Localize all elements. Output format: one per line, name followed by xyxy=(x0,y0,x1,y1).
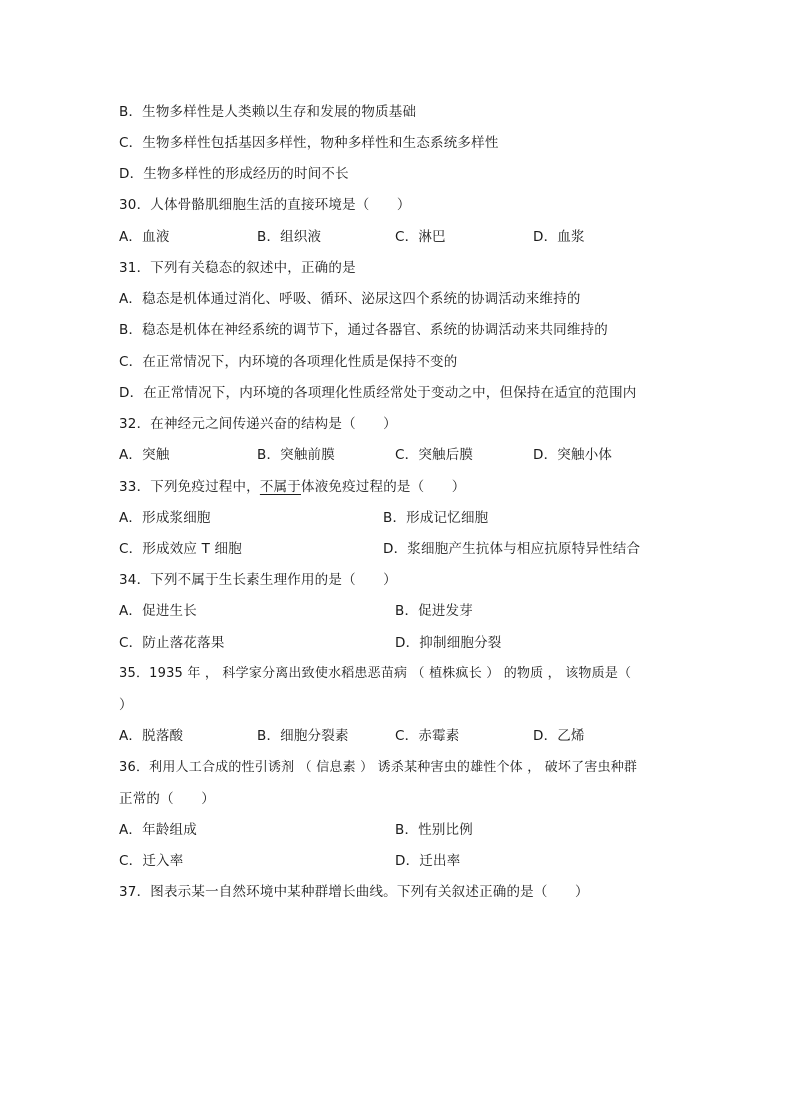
q32-option-c: C．突触后膜 xyxy=(395,447,474,463)
q30-option-c: C．淋巴 xyxy=(395,229,446,245)
q31-option-d: D．在正常情况下，内环境的各项理化性质经常处于变动之中，但保持在适宜的范围内 xyxy=(119,385,637,401)
question-35-cont: ） xyxy=(119,697,133,713)
q33-option-a: A．形成浆细胞 xyxy=(119,510,211,526)
question-30: 30．人体骨骼肌细胞生活的直接环境是（ ） xyxy=(119,197,411,213)
q31-option-c: C．在正常情况下，内环境的各项理化性质是保持不变的 xyxy=(119,354,458,370)
q36-option-d: D．迁出率 xyxy=(395,853,461,869)
q33-option-b: B．形成记忆细胞 xyxy=(383,510,489,526)
q35-option-a: A．脱落酸 xyxy=(119,728,184,744)
question-37: 37．图表示某一自然环境中某种群增长曲线。下列有关叙述正确的是（ ） xyxy=(119,884,589,900)
q34-option-a: A．促进生长 xyxy=(119,603,197,619)
question-36-cont: 正常的（ ） xyxy=(119,791,215,807)
q34-option-c: C．防止落花落果 xyxy=(119,635,225,651)
q31-option-b: B．稳态是机体在神经系统的调节下，通过各器官、系统的协调活动来共同维持的 xyxy=(119,322,608,338)
q35-option-c: C．赤霉素 xyxy=(395,728,460,744)
q29-option-d: D．生物多样性的形成经历的时间不长 xyxy=(119,166,349,182)
q32-option-a: A．突触 xyxy=(119,447,170,463)
q30-option-a: A．血液 xyxy=(119,229,170,245)
q36-option-c: C．迁入率 xyxy=(119,853,184,869)
question-33 xyxy=(119,478,465,496)
q32-option-d: D．突触小体 xyxy=(533,447,613,463)
q33-text-post: 体液免疫过程的是（ ） xyxy=(301,479,466,495)
q33-option-c: C．形成效应 T 细胞 xyxy=(119,541,242,557)
q31-option-a: A．稳态是机体通过消化、呼吸、循环、泌尿这四个系统的协调活动来维持的 xyxy=(119,291,581,307)
q33-underlined-text: 不属于 xyxy=(259,479,301,495)
q35-option-d: D．乙烯 xyxy=(533,728,585,744)
q36-option-a: A．年龄组成 xyxy=(119,822,197,838)
q29-option-c: C．生物多样性包括基因多样性，物种多样性和生态系统多样性 xyxy=(119,135,499,151)
question-36: 36．利用人工合成的性引诱剂 （ 信息素 ） 诱杀某种害虫的雄性个体 ， 破坏了害虫种群 xyxy=(119,760,638,775)
q34-option-b: B．促进发芽 xyxy=(395,603,473,619)
q32-option-b: B．突触前膜 xyxy=(257,447,335,463)
q34-option-d: D．抑制细胞分裂 xyxy=(395,635,502,651)
q35-option-b: B．细胞分裂素 xyxy=(257,728,349,744)
q29-option-b: B．生物多样性是人类赖以生存和发展的物质基础 xyxy=(119,104,417,120)
q30-option-d: D．血浆 xyxy=(533,229,585,245)
q36-option-b: B．性别比例 xyxy=(395,822,473,838)
q33-option-d: D．浆细胞产生抗体与相应抗原特异性结合 xyxy=(383,541,641,557)
question-32: 32．在神经元之间传递兴奋的结构是（ ） xyxy=(119,416,397,432)
question-34: 34．下列不属于生长素生理作用的是（ ） xyxy=(119,572,397,588)
q33-text-pre: 33．下列免疫过程中， xyxy=(119,479,260,495)
q30-option-b: B．组织液 xyxy=(257,229,322,245)
question-31: 31．下列有关稳态的叙述中，正确的是 xyxy=(119,260,356,276)
question-35: 35．1935 年 ， 科学家分离出致使水稻患恶苗病 （ 植株疯长 ） 的物质 ， 该物质是（ xyxy=(119,666,632,681)
